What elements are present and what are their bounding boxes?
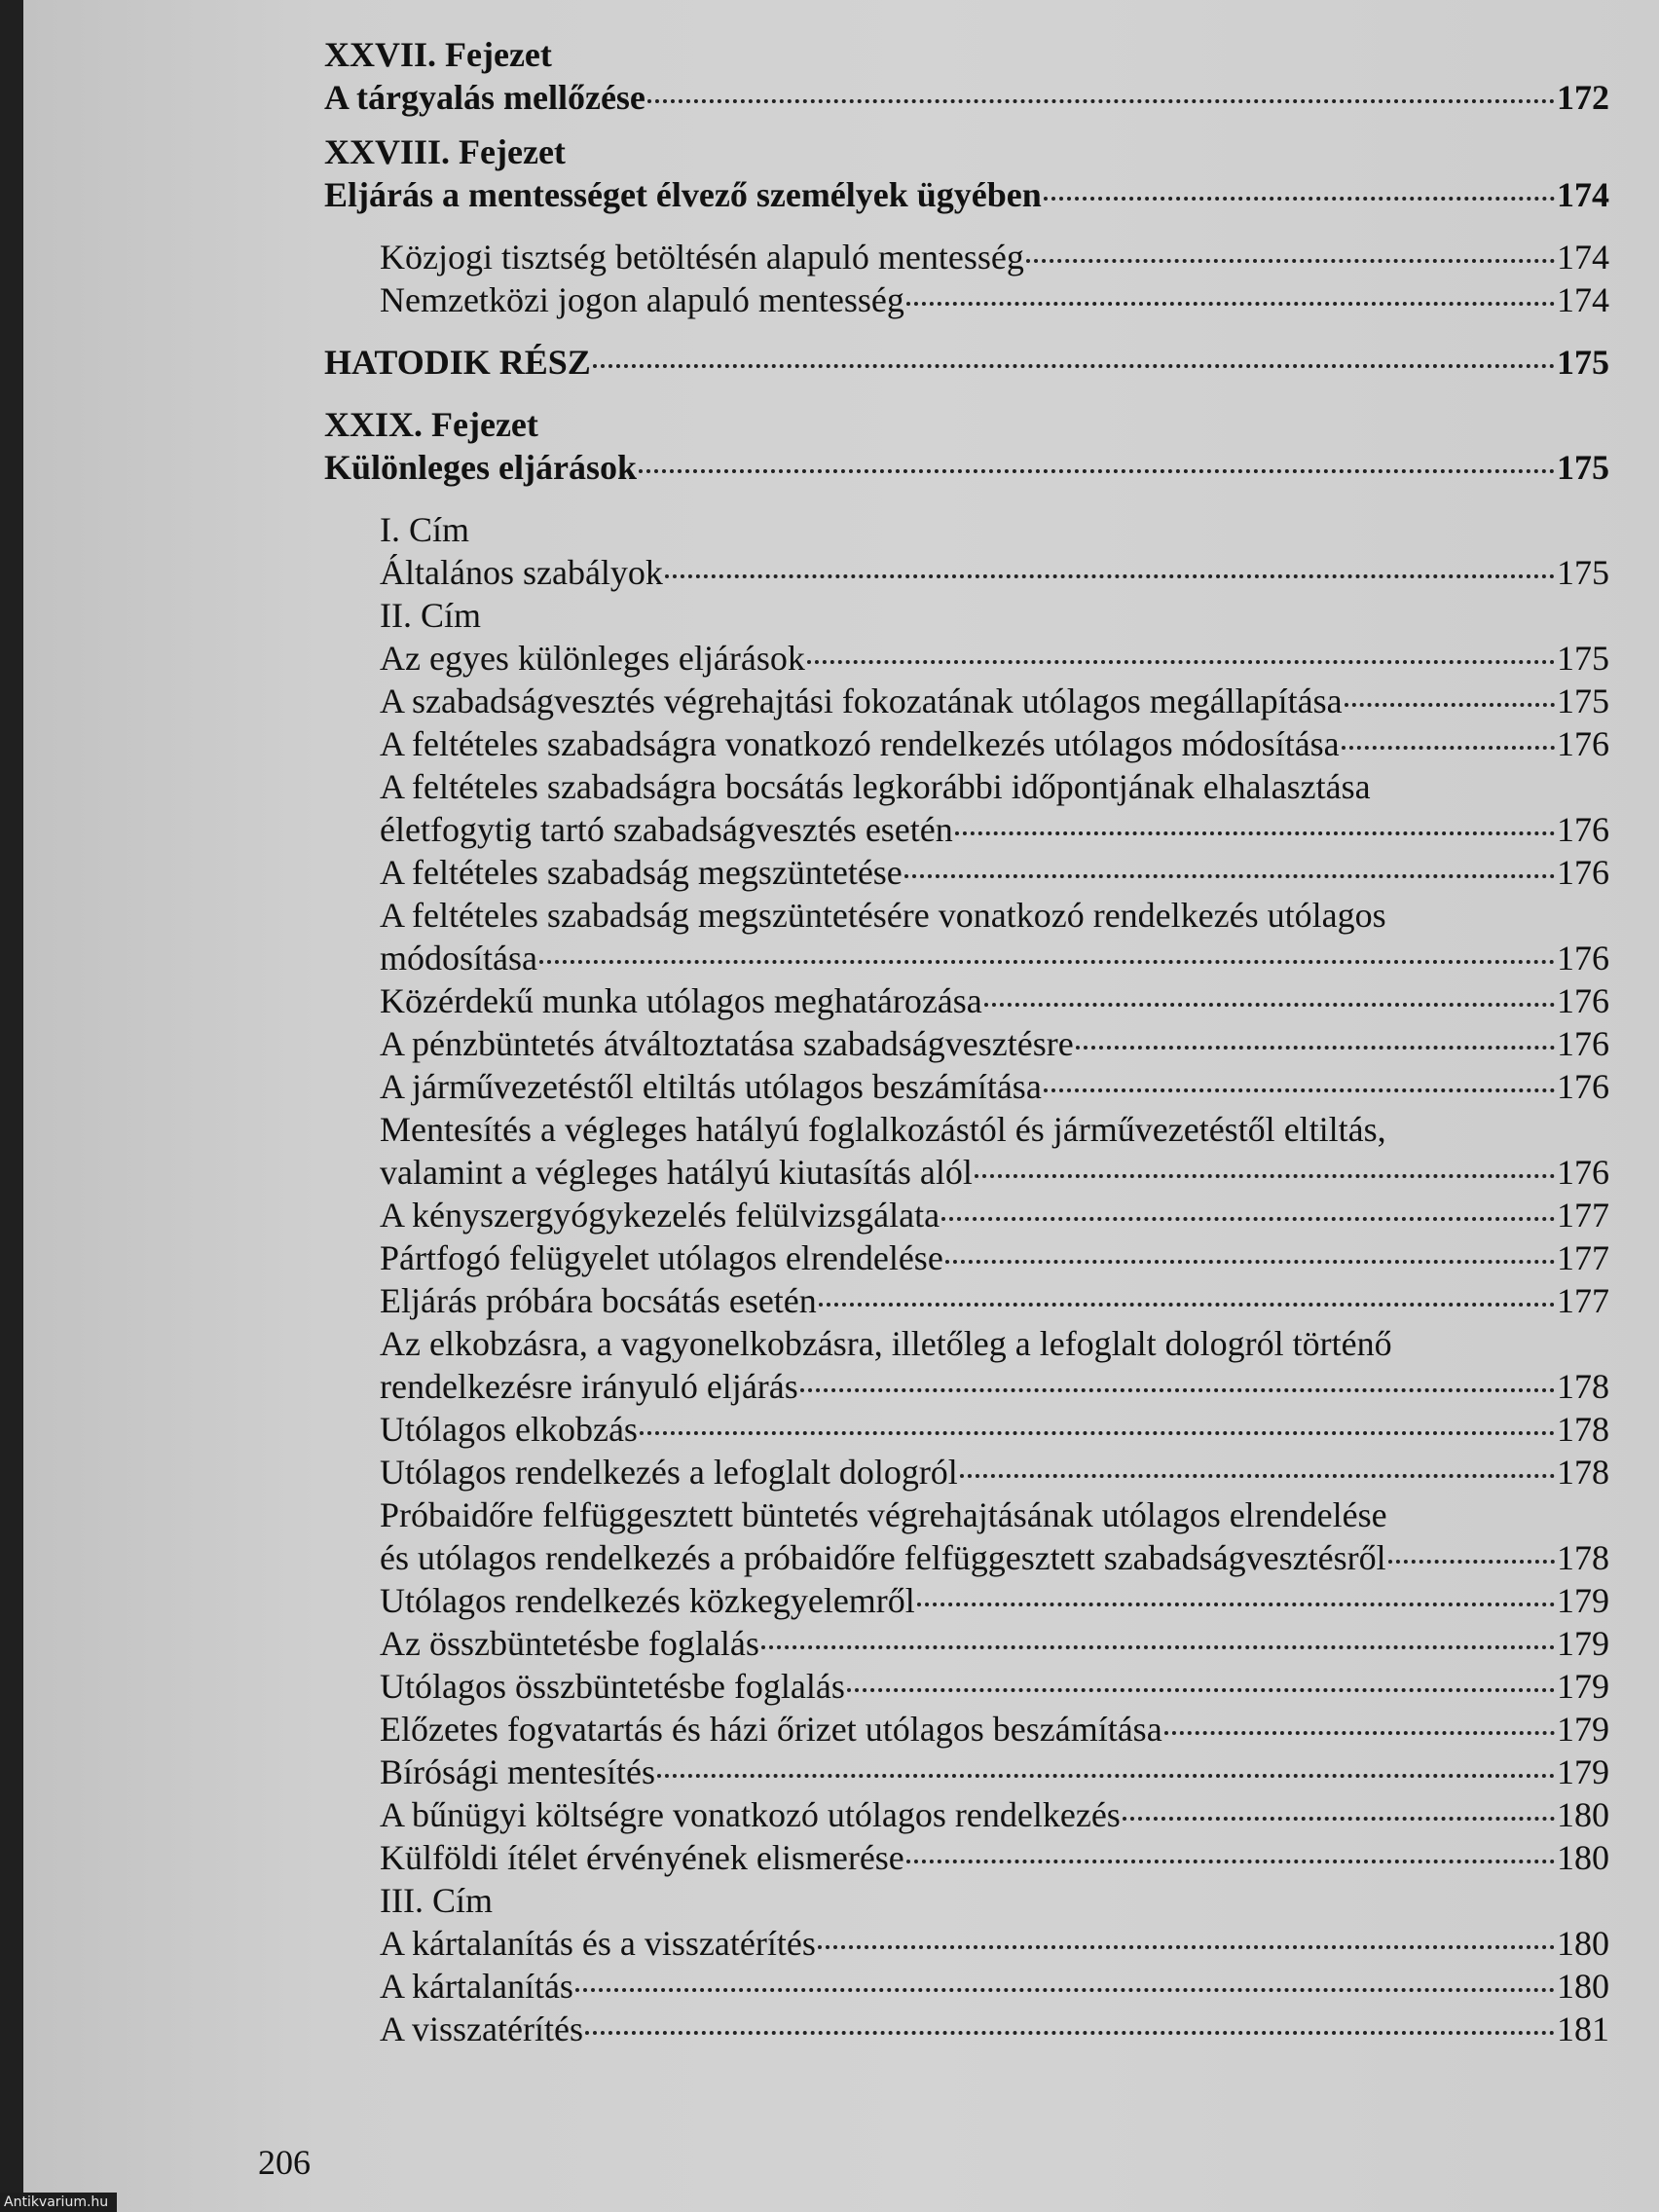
entry-title: A feltételes szabadság megszüntetése (380, 853, 903, 892)
dot-leader (800, 1387, 1555, 1392)
chapter-29-entries (324, 508, 1609, 2050)
entry-title: A feltételes szabadságra vonatkozó rendelkezés utólagos módosítása (380, 724, 1340, 763)
toc-entry (380, 1065, 1609, 1108)
dot-leader (1345, 702, 1555, 707)
toc-entry (380, 1365, 1609, 1408)
toc-entry (380, 1836, 1609, 1879)
entry-title-line1: Mentesítés a végleges hatályú foglalkozástól és járművezetéstől eltiltás, (380, 1110, 1386, 1149)
entry-page: 178 (1557, 1538, 1609, 1577)
entry-page: 176 (1557, 724, 1609, 763)
toc-entry (380, 1622, 1609, 1665)
entry-page: 177 (1557, 1281, 1609, 1320)
toc-entry (380, 1151, 1609, 1194)
entry-page: 175 (1557, 448, 1609, 487)
toc-entry (380, 722, 1609, 765)
entry-title: Előzetes fogvatartás és házi őrizet utólagos beszámítása (380, 1710, 1162, 1749)
entry-page: 175 (1557, 639, 1609, 678)
dot-leader (960, 1473, 1555, 1478)
toc-entry (380, 680, 1609, 722)
entry-title: és utólagos rendelkezés a próbaidőre felfüggesztett szabadságvesztésről (380, 1538, 1386, 1577)
toc-entry (380, 1751, 1609, 1793)
toc-entry (380, 1965, 1609, 2008)
entry-title: A járművezetéstől eltiltás utólagos beszámítása (380, 1067, 1042, 1106)
chapter-heading: XXIX. Fejezet (324, 405, 538, 444)
dot-leader (1388, 1559, 1555, 1564)
toc-entry-chapter-title (324, 173, 1609, 216)
entry-title: Külföldi ítélet érvényének elismerése (380, 1838, 904, 1877)
entry-title: Általános szabályok (380, 553, 663, 592)
entry-title: A szabadságvesztés végrehajtási fokozatának utólagos megállapítása (380, 682, 1343, 720)
entry-title: rendelkezésre irányuló eljárás (380, 1367, 798, 1406)
entry-page: 174 (1557, 238, 1609, 276)
toc-entry (380, 1922, 1609, 1965)
dot-leader (906, 301, 1555, 306)
entry-title-line1: Az elkobzásra, a vagyonelkobzásra, illetőleg a lefoglalt dologról történő (380, 1324, 1392, 1363)
entry-title: Bírósági mentesítés (380, 1752, 655, 1791)
entry-title: A kártalanítás és a visszatérítés (380, 1924, 816, 1963)
entry-title: Az egyes különleges eljárások (380, 639, 805, 678)
dot-leader (818, 1944, 1555, 1949)
toc-entry (380, 551, 1609, 594)
entry-page: 179 (1557, 1624, 1609, 1663)
entry-title-line1: Próbaidőre felfüggesztett büntetés végrehajtásának utólagos elrendelése (380, 1495, 1387, 1534)
entry-page: 180 (1557, 1967, 1609, 2006)
toc-entry (380, 1408, 1609, 1451)
entry-page: 178 (1557, 1410, 1609, 1449)
entry-page: 174 (1557, 175, 1609, 214)
entry-page: 176 (1557, 853, 1609, 892)
entry-page: 175 (1557, 553, 1609, 592)
entry-page: 180 (1557, 1924, 1609, 1963)
entry-page: 175 (1557, 343, 1609, 382)
section-label: II. Cím (380, 596, 481, 635)
toc-entry (380, 1793, 1609, 1836)
dot-leader (975, 1173, 1555, 1178)
entry-page: 179 (1557, 1752, 1609, 1791)
entry-page: 178 (1557, 1453, 1609, 1492)
entry-title: Különleges eljárások (324, 448, 637, 487)
toc-entry (380, 808, 1609, 851)
entry-title-line1: A feltételes szabadság megszüntetésére vonatkozó rendelkezés utólagos (380, 896, 1386, 935)
dot-leader (847, 1687, 1555, 1692)
toc-entry (380, 1579, 1609, 1622)
entry-page: 175 (1557, 682, 1609, 720)
dot-leader (640, 1430, 1555, 1435)
entry-title: valamint a végleges hatályú kiutasítás alól (380, 1153, 973, 1192)
entry-title: Utólagos rendelkezés a lefoglalt dologról (380, 1453, 958, 1492)
dot-leader (917, 1602, 1555, 1606)
toc-entry (380, 937, 1609, 979)
entry-title: Közjogi tisztség betöltésén alapuló mentesség (380, 238, 1024, 276)
entry-page: 181 (1557, 2009, 1609, 2048)
dot-leader (639, 468, 1555, 473)
entry-page: 177 (1557, 1238, 1609, 1277)
entry-title: Utólagos rendelkezés közkegyelemről (380, 1581, 915, 1620)
chapter-heading: XXVII. Fejezet (324, 35, 552, 74)
toc-entry (380, 1665, 1609, 1708)
dot-leader (904, 873, 1555, 878)
dot-leader (1342, 745, 1555, 750)
toc-entry (380, 1236, 1609, 1279)
entry-title: A kényszergyógykezelés felülvizsgálata (380, 1196, 940, 1235)
entry-page: 180 (1557, 1795, 1609, 1834)
toc-entry (380, 236, 1609, 278)
book-binding (0, 0, 23, 2212)
entry-title: Utólagos elkobzás (380, 1410, 638, 1449)
watermark: Antikvarium.hu (0, 2193, 117, 2212)
entry-page: 176 (1557, 1024, 1609, 1063)
toc-entry (380, 2008, 1609, 2050)
entry-page: 178 (1557, 1367, 1609, 1406)
section-label: I. Cím (380, 510, 470, 549)
entry-page: 179 (1557, 1710, 1609, 1749)
entry-page: 180 (1557, 1838, 1609, 1877)
dot-leader (941, 1216, 1555, 1221)
entry-page: 176 (1557, 810, 1609, 849)
entry-page: 174 (1557, 280, 1609, 319)
entry-title: Közérdekű munka utólagos meghatározása (380, 981, 982, 1020)
toc-entry-chapter-title (324, 446, 1609, 489)
entry-title: Az összbüntetésbe foglalás (380, 1624, 759, 1663)
dot-leader (1123, 1816, 1555, 1821)
dot-leader (539, 959, 1555, 964)
entry-title: A pénzbüntetés átváltoztatása szabadságvesztésre (380, 1024, 1074, 1063)
toc-entry (380, 979, 1609, 1022)
entry-title: A kártalanítás (380, 1967, 573, 2006)
dot-leader (1164, 1730, 1555, 1735)
entry-page: 176 (1557, 1067, 1609, 1106)
toc-entry (380, 1022, 1609, 1065)
chapter-heading: XXVIII. Fejezet (324, 132, 566, 171)
toc-entry (380, 637, 1609, 680)
toc-entry-part-title (324, 341, 1609, 384)
entry-page: 176 (1557, 939, 1609, 977)
entry-title: A bűnügyi költségre vonatkozó utólagos rendelkezés (380, 1795, 1121, 1834)
dot-leader (761, 1644, 1555, 1649)
dot-leader (585, 2030, 1555, 2035)
section-label: III. Cím (380, 1881, 493, 1920)
entry-page: 176 (1557, 981, 1609, 1020)
entry-title: A tárgyalás mellőzése (324, 78, 645, 117)
page-number: 206 (258, 2143, 311, 2182)
entry-title: A visszatérítés (380, 2009, 583, 2048)
toc-entry (380, 1279, 1609, 1322)
toc-entry (380, 278, 1609, 321)
dot-leader (575, 1987, 1555, 1992)
toc-entry (380, 1536, 1609, 1579)
toc-entry (380, 1708, 1609, 1751)
entry-title: Eljárás a mentességet élvező személyek ügyében (324, 175, 1042, 214)
entry-title: Eljárás próbára bocsátás esetén (380, 1281, 817, 1320)
dot-leader (819, 1302, 1555, 1307)
dot-leader (1026, 258, 1555, 263)
entry-page: 179 (1557, 1667, 1609, 1706)
entry-title: Utólagos összbüntetésbe foglalás (380, 1667, 845, 1706)
table-of-contents (324, 33, 1609, 2050)
dot-leader (647, 98, 1555, 103)
toc-entry-chapter-title (324, 76, 1609, 119)
dot-leader (945, 1259, 1555, 1264)
dot-leader (657, 1773, 1555, 1778)
toc-entry (380, 1451, 1609, 1493)
entry-title: Pártfogó felügyelet utólagos elrendelése (380, 1238, 943, 1277)
entry-title-line1: A feltételes szabadságra bocsátás legkorábbi időpontjának elhalasztása (380, 767, 1371, 806)
dot-leader (906, 1859, 1555, 1863)
dot-leader (807, 659, 1555, 664)
dot-leader (1044, 1088, 1555, 1092)
toc-entry (380, 851, 1609, 894)
entry-title: Nemzetközi jogon alapuló mentesség (380, 280, 904, 319)
toc-entry (380, 1194, 1609, 1236)
entry-title: módosítása (380, 939, 537, 977)
dot-leader (1044, 196, 1555, 201)
entry-page: 172 (1557, 78, 1609, 117)
entry-title: HATODIK RÉSZ (324, 343, 591, 382)
entry-page: 176 (1557, 1153, 1609, 1192)
dot-leader (984, 1002, 1555, 1007)
entry-title: életfogytig tartó szabadságvesztés esetén (380, 810, 953, 849)
dot-leader (665, 573, 1555, 578)
dot-leader (593, 363, 1555, 368)
dot-leader (1076, 1045, 1555, 1050)
entry-page: 179 (1557, 1581, 1609, 1620)
entry-page: 177 (1557, 1196, 1609, 1235)
dot-leader (955, 830, 1555, 835)
